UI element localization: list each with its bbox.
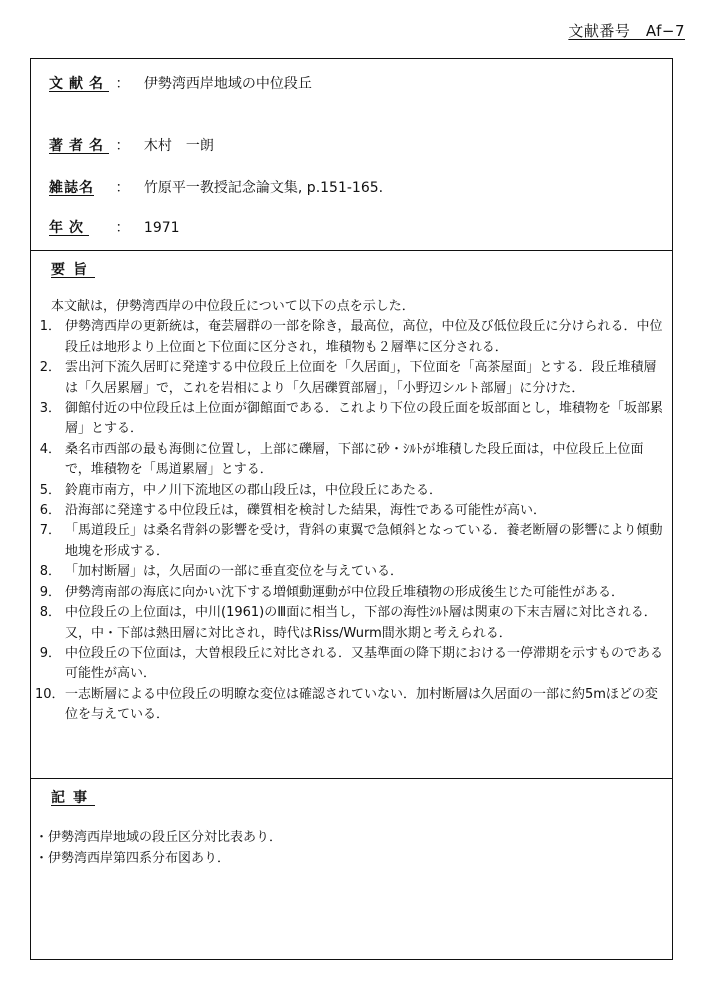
summary-item-number: 8． (39, 605, 61, 621)
summary-item-text: 御館付近の中位段丘は上位面が御館面である．これより下位の段丘面を坂部面とし，堆積物を「坂部累層」とする． (65, 401, 664, 437)
summary-body (35, 297, 663, 726)
field-year (49, 217, 180, 237)
summary-item-text: 伊勢湾西岸の更新統は，奄芸層群の一部を除き，最高位，高位，中位及び低位段丘に分けられる．中位段丘は地形より上位面と下位面に区分され，堆積物も２層準に区分される． (65, 319, 663, 355)
summary-item (35, 583, 663, 603)
summary-item (35, 521, 663, 562)
field-year-label: 年次 (49, 220, 89, 236)
summary-item (35, 685, 663, 726)
field-author (49, 135, 214, 155)
summary-item-number: 3． (39, 401, 61, 417)
summary-item (35, 562, 663, 582)
field-author-label: 著者名 (49, 138, 109, 154)
summary-item (35, 399, 663, 440)
summary-item (35, 644, 663, 685)
summary-item-text: 桑名市西部の最も海側に位置し，上部に礫層，下部に砂・ｼﾙﾄが堆積した段丘面は，中位段丘上位面で，堆積物を「馬道累層」とする． (65, 441, 644, 478)
summary-item (35, 481, 663, 501)
summary-item-text: 一志断層による中位段丘の明瞭な変位は確認されていない．加村断層は久居面の一部に約5mほどの変位を与えている． (65, 686, 658, 723)
summary-item (35, 440, 663, 481)
field-author-colon: ： (115, 138, 130, 154)
field-title-label: 文献名 (49, 76, 109, 92)
summary-item (35, 317, 663, 358)
summary-item-number: 7． (39, 523, 61, 539)
field-year-value: 1971 (143, 220, 180, 236)
field-title-colon: ： (115, 76, 130, 92)
summary-item-number: 9． (39, 645, 61, 661)
summary-item-number: 9． (39, 584, 61, 600)
summary-item-text: 鈴鹿市南方，中ノ川下流地区の郡山段丘は，中位段丘にあたる． (65, 482, 443, 498)
summary-item-number: 8． (39, 564, 61, 580)
notes-heading: 記事 (51, 790, 95, 806)
field-journal-colon: ： (115, 180, 130, 196)
summary-heading: 要旨 (51, 262, 95, 278)
field-title-value: 伊勢湾西岸地域の中位段丘 (143, 76, 312, 92)
summary-item-text: 「加村断層」は，久居面の一部に垂直変位を与えている． (65, 564, 404, 580)
summary-item (35, 603, 663, 644)
document-number: 文献番号 Af−7 (568, 22, 685, 40)
summary-item-number: 6． (39, 503, 61, 519)
field-year-colon: ： (115, 220, 130, 236)
header-divider (31, 250, 672, 251)
summary-item-text: 中位段丘の上位面は，中川(1961)のⅢ面に相当し，下部の海性ｼﾙﾄ層は関東の下末吉層に対比される．又，中・下部は熱田層に対比され，時代はRiss/Wurm間氷期と考えられる． (65, 605, 657, 641)
summary-item (35, 501, 663, 521)
field-title (49, 73, 312, 93)
summary-intro: 本文献は，伊勢湾西岸の中位段丘について以下の点を示した． (51, 299, 415, 314)
summary-item-text: 「馬道段丘」は桑名背斜の影響を受け，背斜の東翼で急傾斜となっている．養老断層の影響により傾動地塊を形成する． (65, 523, 663, 559)
summary-item-number: 1． (39, 319, 61, 335)
document-frame (30, 58, 673, 960)
summary-item-number: 5． (39, 482, 61, 498)
summary-item-number: 2． (39, 360, 61, 376)
summary-item (35, 358, 663, 399)
field-author-value: 木村 一朗 (143, 138, 214, 154)
summary-item-number: 10． (35, 686, 65, 702)
summary-item-text: 沿海部に発達する中位段丘は，礫質相を検討した結果，海性である可能性が高い． (65, 503, 547, 519)
note-item: ・伊勢湾西岸第四系分布図あり． (35, 851, 231, 866)
summary-item-number: 4． (39, 441, 61, 457)
summary-item-text: 雲出河下流久居町に発達する中位段丘上位面を「久居面」，下位面を「高茶屋面」とする．段丘堆積層は「久居累層」で，これを岩相により「久居礫質部層」，「小野辺シルト部層」に分けた． (65, 360, 657, 396)
notes-body (35, 827, 282, 869)
summary-divider (31, 778, 672, 779)
summary-item-text: 中位段丘の下位面は，大曽根段丘に対比される．又基準面の降下期における一停滞期を示すものである可能性が高い． (65, 645, 664, 682)
field-journal (49, 177, 383, 197)
note-item: ・伊勢湾西岸地域の段丘区分対比表あり． (35, 830, 283, 845)
field-journal-value: 竹原平一教授記念論文集, p.151-165. (143, 180, 384, 196)
summary-item-text: 伊勢湾南部の海底に向かい沈下する増傾動運動が中位段丘堆積物の形成後生じた可能性がある． (65, 584, 625, 600)
field-journal-label: 雑誌名 (49, 180, 94, 196)
